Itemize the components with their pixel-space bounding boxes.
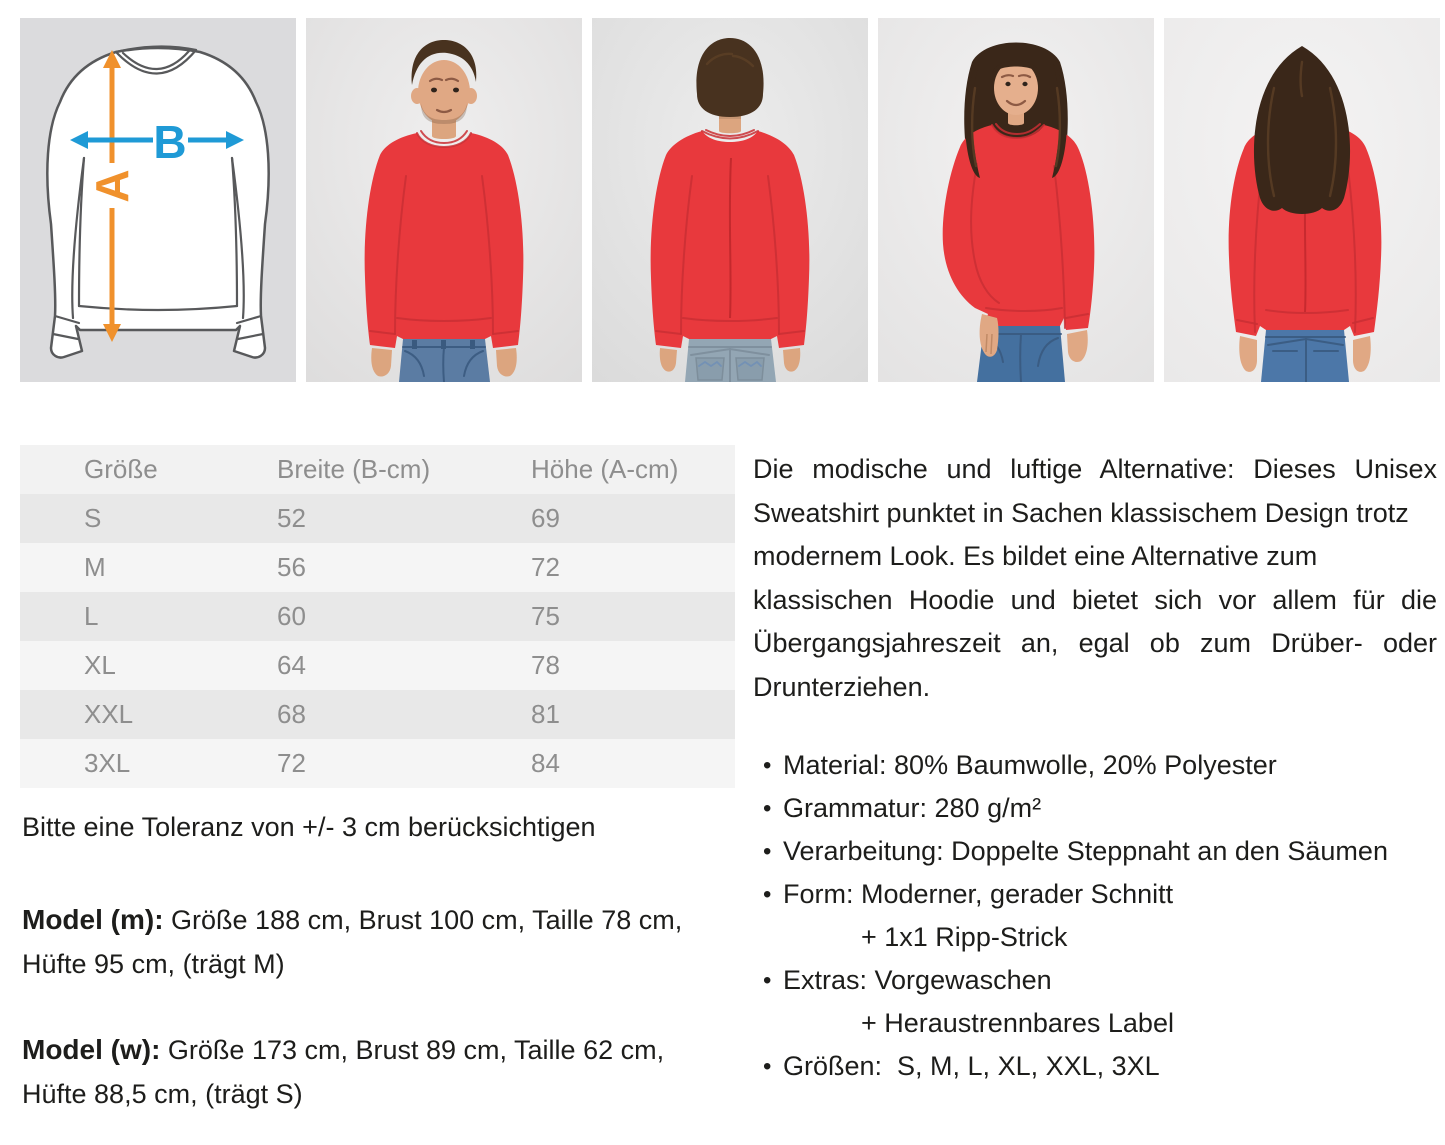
description-line: Übergangsjahreszeit an, egal ob zum Drüber- oder: [753, 628, 1437, 658]
description-line: modernem Look. Es bildet eine Alternative zum: [753, 541, 1318, 571]
feature-grammatur: [753, 787, 1445, 830]
model-female-label: Model (w):: [22, 1034, 161, 1065]
feature-extras: [753, 959, 1445, 1045]
photo-female-model-front[interactable]: [878, 18, 1154, 382]
table-row-xxl: [20, 690, 735, 739]
product-image-gallery: [20, 18, 1440, 382]
feature-form-sub: + 1x1 Ripp-Strick: [861, 922, 1068, 952]
feature-text: Extras: Vorgewaschen: [783, 965, 1052, 995]
feature-list: [753, 744, 1445, 1088]
cell-hoehe: 81: [531, 699, 560, 729]
feature-form: [753, 873, 1445, 959]
column-header-breite: Breite (B-cm): [277, 454, 431, 484]
photo-female-model-back[interactable]: [1164, 18, 1440, 382]
product-description: [753, 448, 1437, 709]
male-model-back-illustration: [592, 18, 868, 382]
cell-breite: 60: [277, 601, 306, 631]
cell-size: XXL: [84, 699, 134, 729]
feature-text: Material: 80% Baumwolle, 20% Polyester: [783, 750, 1277, 780]
size-diagram-image[interactable]: [20, 18, 296, 382]
description-line: klassischen Hoodie und bietet sich vor allem für die: [753, 584, 1437, 615]
table-row-l: [20, 592, 735, 641]
cell-hoehe: 78: [531, 650, 560, 680]
cell-hoehe: 72: [531, 552, 560, 582]
size-table-header-row: [20, 445, 735, 494]
table-row-s: [20, 494, 735, 543]
feature-verarbeitung: [753, 830, 1445, 873]
table-row-3xl: [20, 739, 735, 788]
size-table: [20, 445, 735, 788]
cell-hoehe: 84: [531, 748, 560, 778]
female-model-front-illustration: [878, 18, 1154, 382]
sweatshirt-measurement-diagram: [20, 18, 296, 382]
male-model-front-illustration: [306, 18, 582, 382]
cell-size: L: [84, 601, 99, 631]
cell-hoehe: 75: [531, 601, 560, 631]
label-a: A: [86, 169, 138, 203]
description-line: Sweatshirt punktet in Sachen klassischem Design trotz: [753, 497, 1409, 528]
feature-text: Form: Moderner, gerader Schnitt: [783, 879, 1174, 909]
feature-material: [753, 744, 1445, 787]
model-male-measurements: Größe 188 cm, Brust 100 cm, Taille 78 cm, Hüfte 95 cm, (trägt M): [22, 905, 683, 979]
cell-breite: 68: [277, 699, 306, 729]
cell-hoehe: 69: [531, 503, 560, 533]
feature-extras-sub: + Heraustrennbares Label: [861, 1008, 1174, 1038]
table-row-m: [20, 543, 735, 592]
female-model-back-illustration: [1164, 18, 1440, 382]
feature-text: Grammatur: 280 g/m²: [783, 793, 1042, 823]
model-info-male: [22, 898, 727, 986]
label-b: B: [153, 116, 187, 168]
cell-breite: 72: [277, 748, 306, 778]
description-line: Drunterziehen.: [753, 671, 931, 702]
cell-breite: 64: [277, 650, 306, 680]
photo-male-model-front[interactable]: [306, 18, 582, 382]
cell-breite: 52: [277, 503, 306, 533]
cell-breite: 56: [277, 552, 306, 582]
model-male-label: Model (m):: [22, 904, 164, 935]
photo-male-model-back[interactable]: [592, 18, 868, 382]
cell-size: M: [84, 552, 106, 582]
model-info-female: [22, 1028, 727, 1116]
table-row-xl: [20, 641, 735, 690]
tolerance-note: Bitte eine Toleranz von +/- 3 cm berücksichtigen: [22, 812, 596, 842]
feature-groessen: [753, 1045, 1445, 1088]
column-header-groesse: Größe: [84, 454, 158, 484]
feature-text: Größen: S, M, L, XL, XXL, 3XL: [783, 1051, 1160, 1081]
model-female-measurements: Größe 173 cm, Brust 89 cm, Taille 62 cm, Hüfte 88,5 cm, (trägt S): [22, 1035, 665, 1109]
cell-size: S: [84, 503, 102, 533]
feature-text: Verarbeitung: Doppelte Steppnaht an den Säumen: [783, 836, 1388, 866]
column-header-hoehe: Höhe (A-cm): [531, 454, 679, 484]
cell-size: XL: [84, 650, 116, 680]
cell-size: 3XL: [84, 748, 131, 778]
description-line: Die modische und luftige Alternative: Dieses Unisex: [753, 454, 1437, 484]
